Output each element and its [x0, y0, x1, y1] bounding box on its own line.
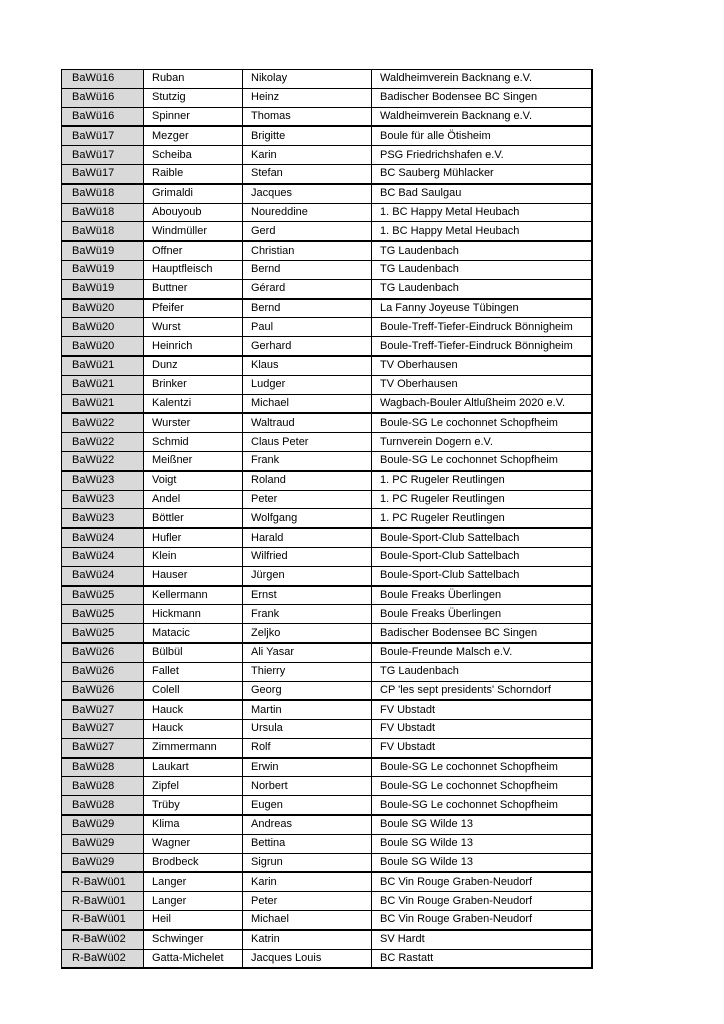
first-name-cell: Jürgen [243, 566, 372, 585]
last-name-cell: Abouyoub [144, 203, 243, 222]
first-name-cell: Jacques Louis [243, 949, 372, 968]
table-row [62, 738, 592, 757]
team-cell: BaWü19 [62, 260, 144, 279]
team-cell: BaWü28 [62, 796, 144, 815]
last-name-cell: Zipfel [144, 777, 243, 796]
table-row [62, 164, 592, 183]
table-row [62, 566, 592, 585]
team-cell: BaWü18 [62, 184, 144, 203]
table-row [62, 949, 592, 968]
last-name-cell: Hauptfleisch [144, 260, 243, 279]
first-name-cell: Bernd [243, 260, 372, 279]
last-name-cell: Stutzig [144, 88, 243, 107]
last-name-cell: Laukart [144, 758, 243, 777]
first-name-cell: Thierry [243, 662, 372, 681]
team-cell: BaWü28 [62, 777, 144, 796]
table-row [62, 241, 592, 260]
club-cell: Boule-Treff-Tiefer-Eindruck Bönnigheim [372, 337, 592, 356]
first-name-cell: Nikolay [243, 70, 372, 89]
team-cell: BaWü17 [62, 164, 144, 183]
first-name-cell: Zeljko [243, 624, 372, 643]
team-cell: BaWü20 [62, 318, 144, 337]
club-cell: 1. PC Rugeler Reutlingen [372, 490, 592, 509]
club-cell: Boule Freaks Überlingen [372, 586, 592, 605]
last-name-cell: Pfeifer [144, 299, 243, 318]
table-row [62, 107, 592, 126]
table-row [62, 911, 592, 930]
last-name-cell: Zimmermann [144, 738, 243, 757]
team-cell: BaWü19 [62, 279, 144, 298]
first-name-cell: Brigitte [243, 126, 372, 145]
last-name-cell: Grimaldi [144, 184, 243, 203]
last-name-cell: Windmüller [144, 222, 243, 241]
first-name-cell: Waltraud [243, 413, 372, 432]
club-cell: PSG Friedrichshafen e.V. [372, 146, 592, 165]
table-row [62, 777, 592, 796]
team-cell: R-BaWü01 [62, 892, 144, 911]
first-name-cell: Jacques [243, 184, 372, 203]
last-name-cell: Hauck [144, 720, 243, 739]
team-cell: BaWü22 [62, 433, 144, 452]
last-name-cell: Langer [144, 892, 243, 911]
table-row [62, 146, 592, 165]
first-name-cell: Heinz [243, 88, 372, 107]
club-cell: Wagbach-Bouler Altlußheim 2020 e.V. [372, 394, 592, 413]
team-cell: BaWü24 [62, 566, 144, 585]
table-row [62, 853, 592, 872]
table-row [62, 681, 592, 700]
table-row [62, 720, 592, 739]
club-cell: Boule-SG Le cochonnet Schopfheim [372, 413, 592, 432]
table-row [62, 834, 592, 853]
last-name-cell: Klima [144, 815, 243, 834]
table-row [62, 88, 592, 107]
table-row [62, 433, 592, 452]
club-cell: BC Vin Rouge Graben-Neudorf [372, 872, 592, 891]
team-cell: BaWü27 [62, 720, 144, 739]
club-cell: CP 'les sept presidents' Schorndorf [372, 681, 592, 700]
last-name-cell: Dunz [144, 356, 243, 375]
first-name-cell: Martin [243, 700, 372, 719]
team-cell: R-BaWü02 [62, 930, 144, 949]
last-name-cell: Scheiba [144, 146, 243, 165]
first-name-cell: Noureddine [243, 203, 372, 222]
first-name-cell: Karin [243, 872, 372, 891]
team-cell: BaWü21 [62, 356, 144, 375]
table-row [62, 662, 592, 681]
first-name-cell: Gerhard [243, 337, 372, 356]
club-cell: Boule SG Wilde 13 [372, 853, 592, 872]
first-name-cell: Christian [243, 241, 372, 260]
club-cell: Boule SG Wilde 13 [372, 815, 592, 834]
last-name-cell: Heil [144, 911, 243, 930]
table-row [62, 700, 592, 719]
last-name-cell: Fallet [144, 662, 243, 681]
team-cell: BaWü23 [62, 509, 144, 528]
club-cell: Turnverein Dogern e.V. [372, 433, 592, 452]
club-cell: FV Ubstadt [372, 738, 592, 757]
club-cell: BC Vin Rouge Graben-Neudorf [372, 911, 592, 930]
club-cell: Boule Freaks Überlingen [372, 605, 592, 624]
table-row [62, 70, 592, 89]
last-name-cell: Wagner [144, 834, 243, 853]
last-name-cell: Schwinger [144, 930, 243, 949]
last-name-cell: Böttler [144, 509, 243, 528]
club-cell: Boule-SG Le cochonnet Schopfheim [372, 758, 592, 777]
last-name-cell: Ruban [144, 70, 243, 89]
team-cell: BaWü27 [62, 738, 144, 757]
club-cell: SV Hardt [372, 930, 592, 949]
last-name-cell: Hauser [144, 566, 243, 585]
team-cell: BaWü23 [62, 471, 144, 490]
club-cell: TG Laudenbach [372, 260, 592, 279]
first-name-cell: Gérard [243, 279, 372, 298]
first-name-cell: Roland [243, 471, 372, 490]
table-row [62, 222, 592, 241]
last-name-cell: Voigt [144, 471, 243, 490]
last-name-cell: Trüby [144, 796, 243, 815]
table-row [62, 184, 592, 203]
team-cell: BaWü21 [62, 394, 144, 413]
last-name-cell: Wurst [144, 318, 243, 337]
first-name-cell: Ursula [243, 720, 372, 739]
club-cell: BC Sauberg Mühlacker [372, 164, 592, 183]
table-row [62, 299, 592, 318]
first-name-cell: Bettina [243, 834, 372, 853]
participants-table [61, 69, 593, 969]
club-cell: 1. PC Rugeler Reutlingen [372, 471, 592, 490]
team-cell: BaWü22 [62, 451, 144, 470]
club-cell: FV Ubstadt [372, 700, 592, 719]
team-cell: BaWü17 [62, 126, 144, 145]
club-cell: Boule SG Wilde 13 [372, 834, 592, 853]
club-cell: TG Laudenbach [372, 241, 592, 260]
club-cell: Boule für alle Ötisheim [372, 126, 592, 145]
club-cell: 1. BC Happy Metal Heubach [372, 203, 592, 222]
first-name-cell: Karin [243, 146, 372, 165]
last-name-cell: Kalentzi [144, 394, 243, 413]
first-name-cell: Katrin [243, 930, 372, 949]
first-name-cell: Stefan [243, 164, 372, 183]
first-name-cell: Peter [243, 490, 372, 509]
table-row [62, 528, 592, 547]
last-name-cell: Gatta-Michelet [144, 949, 243, 968]
table-row [62, 586, 592, 605]
last-name-cell: Brinker [144, 375, 243, 394]
table-row [62, 758, 592, 777]
first-name-cell: Andreas [243, 815, 372, 834]
first-name-cell: Harald [243, 528, 372, 547]
first-name-cell: Wilfried [243, 547, 372, 566]
club-cell: FV Ubstadt [372, 720, 592, 739]
table-row [62, 451, 592, 470]
team-cell: R-BaWü01 [62, 872, 144, 891]
table-row [62, 547, 592, 566]
team-cell: R-BaWü02 [62, 949, 144, 968]
team-cell: BaWü16 [62, 88, 144, 107]
first-name-cell: Georg [243, 681, 372, 700]
club-cell: Boule-Sport-Club Sattelbach [372, 528, 592, 547]
club-cell: Badischer Bodensee BC Singen [372, 624, 592, 643]
table-row [62, 509, 592, 528]
first-name-cell: Bernd [243, 299, 372, 318]
table-row [62, 260, 592, 279]
last-name-cell: Hufler [144, 528, 243, 547]
last-name-cell: Langer [144, 872, 243, 891]
team-cell: BaWü28 [62, 758, 144, 777]
club-cell: Boule-Treff-Tiefer-Eindruck Bönnigheim [372, 318, 592, 337]
first-name-cell: Ali Yasar [243, 643, 372, 662]
participants-table-body [62, 70, 592, 969]
club-cell: BC Bad Saulgau [372, 184, 592, 203]
last-name-cell: Kellermann [144, 586, 243, 605]
club-cell: TV Oberhausen [372, 356, 592, 375]
last-name-cell: Brodbeck [144, 853, 243, 872]
team-cell: BaWü29 [62, 815, 144, 834]
club-cell: Boule-SG Le cochonnet Schopfheim [372, 796, 592, 815]
table-row [62, 624, 592, 643]
club-cell: Waldheimverein Backnang e.V. [372, 107, 592, 126]
table-row [62, 872, 592, 891]
first-name-cell: Gerd [243, 222, 372, 241]
club-cell: TG Laudenbach [372, 279, 592, 298]
last-name-cell: Andel [144, 490, 243, 509]
table-row [62, 203, 592, 222]
table-row [62, 337, 592, 356]
table-row [62, 318, 592, 337]
team-cell: BaWü19 [62, 241, 144, 260]
first-name-cell: Norbert [243, 777, 372, 796]
club-cell: 1. PC Rugeler Reutlingen [372, 509, 592, 528]
table-row [62, 490, 592, 509]
team-cell: BaWü16 [62, 107, 144, 126]
team-cell: BaWü16 [62, 70, 144, 89]
team-cell: BaWü25 [62, 605, 144, 624]
table-row [62, 356, 592, 375]
table-row [62, 930, 592, 949]
club-cell: Waldheimverein Backnang e.V. [372, 70, 592, 89]
team-cell: BaWü24 [62, 528, 144, 547]
club-cell: BC Vin Rouge Graben-Neudorf [372, 892, 592, 911]
first-name-cell: Frank [243, 605, 372, 624]
club-cell: Boule-Sport-Club Sattelbach [372, 566, 592, 585]
table-row [62, 471, 592, 490]
last-name-cell: Hickmann [144, 605, 243, 624]
team-cell: BaWü29 [62, 853, 144, 872]
club-cell: Boule-SG Le cochonnet Schopfheim [372, 451, 592, 470]
first-name-cell: Klaus [243, 356, 372, 375]
club-cell: TG Laudenbach [372, 662, 592, 681]
last-name-cell: Matacic [144, 624, 243, 643]
first-name-cell: Paul [243, 318, 372, 337]
last-name-cell: Bülbül [144, 643, 243, 662]
last-name-cell: Raible [144, 164, 243, 183]
team-cell: BaWü27 [62, 700, 144, 719]
last-name-cell: Klein [144, 547, 243, 566]
first-name-cell: Sigrun [243, 853, 372, 872]
team-cell: BaWü26 [62, 662, 144, 681]
team-cell: BaWü25 [62, 586, 144, 605]
team-cell: BaWü25 [62, 624, 144, 643]
team-cell: BaWü20 [62, 299, 144, 318]
team-cell: BaWü17 [62, 146, 144, 165]
table-row [62, 796, 592, 815]
table-row [62, 643, 592, 662]
first-name-cell: Michael [243, 394, 372, 413]
team-cell: BaWü18 [62, 203, 144, 222]
club-cell: Boule-Freunde Malsch e.V. [372, 643, 592, 662]
table-row [62, 394, 592, 413]
last-name-cell: Hauck [144, 700, 243, 719]
team-cell: BaWü22 [62, 413, 144, 432]
first-name-cell: Claus Peter [243, 433, 372, 452]
team-cell: BaWü20 [62, 337, 144, 356]
table-row [62, 126, 592, 145]
last-name-cell: Offner [144, 241, 243, 260]
team-cell: BaWü24 [62, 547, 144, 566]
first-name-cell: Rolf [243, 738, 372, 757]
table-row [62, 892, 592, 911]
team-cell: BaWü21 [62, 375, 144, 394]
last-name-cell: Colell [144, 681, 243, 700]
club-cell: Badischer Bodensee BC Singen [372, 88, 592, 107]
last-name-cell: Heinrich [144, 337, 243, 356]
club-cell: TV Oberhausen [372, 375, 592, 394]
team-cell: BaWü26 [62, 681, 144, 700]
first-name-cell: Frank [243, 451, 372, 470]
last-name-cell: Schmid [144, 433, 243, 452]
first-name-cell: Wolfgang [243, 509, 372, 528]
club-cell: Boule-Sport-Club Sattelbach [372, 547, 592, 566]
team-cell: BaWü26 [62, 643, 144, 662]
club-cell: 1. BC Happy Metal Heubach [372, 222, 592, 241]
team-cell: R-BaWü01 [62, 911, 144, 930]
first-name-cell: Peter [243, 892, 372, 911]
last-name-cell: Meißner [144, 451, 243, 470]
table-row [62, 413, 592, 432]
last-name-cell: Wurster [144, 413, 243, 432]
first-name-cell: Ludger [243, 375, 372, 394]
club-cell: BC Rastatt [372, 949, 592, 968]
first-name-cell: Michael [243, 911, 372, 930]
team-cell: BaWü23 [62, 490, 144, 509]
table-row [62, 375, 592, 394]
team-cell: BaWü29 [62, 834, 144, 853]
club-cell: Boule-SG Le cochonnet Schopfheim [372, 777, 592, 796]
table-row [62, 815, 592, 834]
last-name-cell: Spinner [144, 107, 243, 126]
first-name-cell: Ernst [243, 586, 372, 605]
table-row [62, 279, 592, 298]
last-name-cell: Buttner [144, 279, 243, 298]
table-row [62, 605, 592, 624]
last-name-cell: Mezger [144, 126, 243, 145]
first-name-cell: Eugen [243, 796, 372, 815]
team-cell: BaWü18 [62, 222, 144, 241]
club-cell: La Fanny Joyeuse Tübingen [372, 299, 592, 318]
first-name-cell: Erwin [243, 758, 372, 777]
first-name-cell: Thomas [243, 107, 372, 126]
